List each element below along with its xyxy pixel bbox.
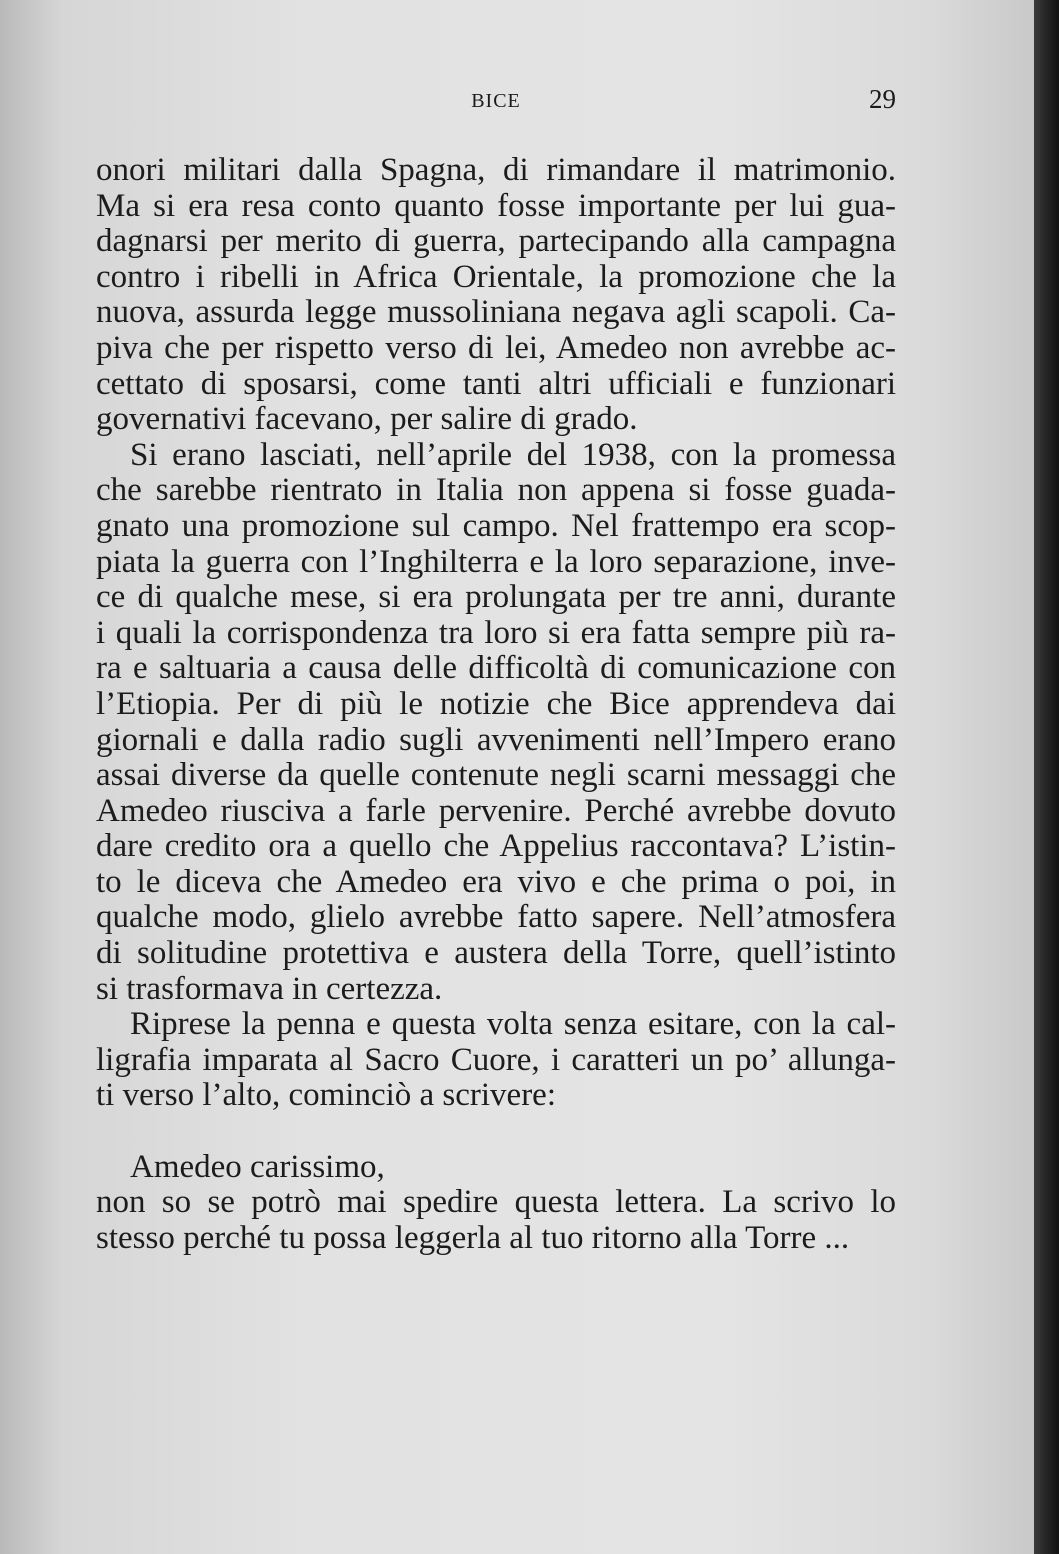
text-line: giornali e dalla radio sugli avvenimenti nell’Impero erano — [96, 721, 896, 758]
text-line: Ma si era resa conto quanto fosse importante per lui gua- — [96, 187, 896, 224]
text-line: piata la guerra con l’Inghilterra e la loro separazione, inve- — [96, 543, 896, 580]
text-line: non so se potrò mai spedire questa lettera. La scrivo lo — [96, 1184, 896, 1221]
text-line: ti verso l’alto, cominciò a scrivere: — [96, 1077, 557, 1114]
text-line: ra e saltuaria a causa delle difficoltà di comunicazione con — [96, 650, 896, 687]
text-line: dagnarsi per merito di guerra, partecipando alla campagna — [96, 223, 896, 260]
text-line: di solitudine protettiva e austera della Torre, quell’istinto — [96, 935, 896, 972]
text-line: dare credito ora a quello che Appelius raccontava? L’istin- — [96, 828, 896, 865]
text-line: si trasformava in certezza. — [96, 970, 443, 1007]
text-line: assai diverse da quelle contenute negli scarni messaggi che — [96, 757, 896, 794]
text-line: piva che per rispetto verso di lei, Amedeo non avrebbe ac- — [96, 329, 896, 366]
body-text — [96, 153, 896, 1256]
text-line: Si erano lasciati, nell’aprile del 1938, con la promessa — [130, 436, 896, 473]
running-title: BICE — [471, 90, 521, 112]
letter-salutation: Amedeo carissimo, — [130, 1148, 385, 1185]
page-number: 29 — [869, 84, 896, 114]
text-line: i quali la corrispondenza tra loro si era fatta sempre più ra- — [96, 614, 896, 651]
text-line: Amedeo riusciva a farle pervenire. Perché avrebbe dovuto — [96, 792, 896, 829]
text-line: stesso perché tu possa leggerla al tuo ritorno alla Torre ... — [96, 1219, 850, 1256]
book-gutter — [1034, 0, 1059, 1554]
text-line: contro i ribelli in Africa Orientale, la promozione che la — [96, 258, 896, 295]
text-line: onori militari dalla Spagna, di rimandare il matrimonio. — [96, 152, 896, 188]
text-line: nuova, assurda legge mussoliniana negava agli scapoli. Ca- — [96, 294, 896, 331]
text-line: ce di qualche mese, si era prolungata per tre anni, durante — [96, 579, 896, 616]
text-line: Riprese la penna e questa volta senza esitare, con la cal- — [130, 1006, 896, 1043]
text-line: qualche modo, glielo avrebbe fatto sapere. Nell’atmosfera — [96, 899, 896, 936]
text-line: l’Etiopia. Per di più le notizie che Bice apprendeva dai — [96, 685, 896, 722]
text-line: ligrafia imparata al Sacro Cuore, i caratteri un po’ allunga- — [96, 1041, 896, 1078]
text-line: gnato una promozione sul campo. Nel frattempo era scop- — [96, 507, 896, 544]
text-line: governativi facevano, per salire di grado. — [96, 401, 638, 438]
running-head — [96, 84, 896, 116]
text-line: che sarebbe rientrato in Italia non appena si fosse guada- — [96, 472, 896, 509]
text-line: to le diceva che Amedeo era vivo e che prima o poi, in — [96, 863, 896, 900]
blank-line — [96, 1114, 896, 1150]
text-line: cettato di sposarsi, come tanti altri ufficiali e funzionari — [96, 365, 896, 402]
